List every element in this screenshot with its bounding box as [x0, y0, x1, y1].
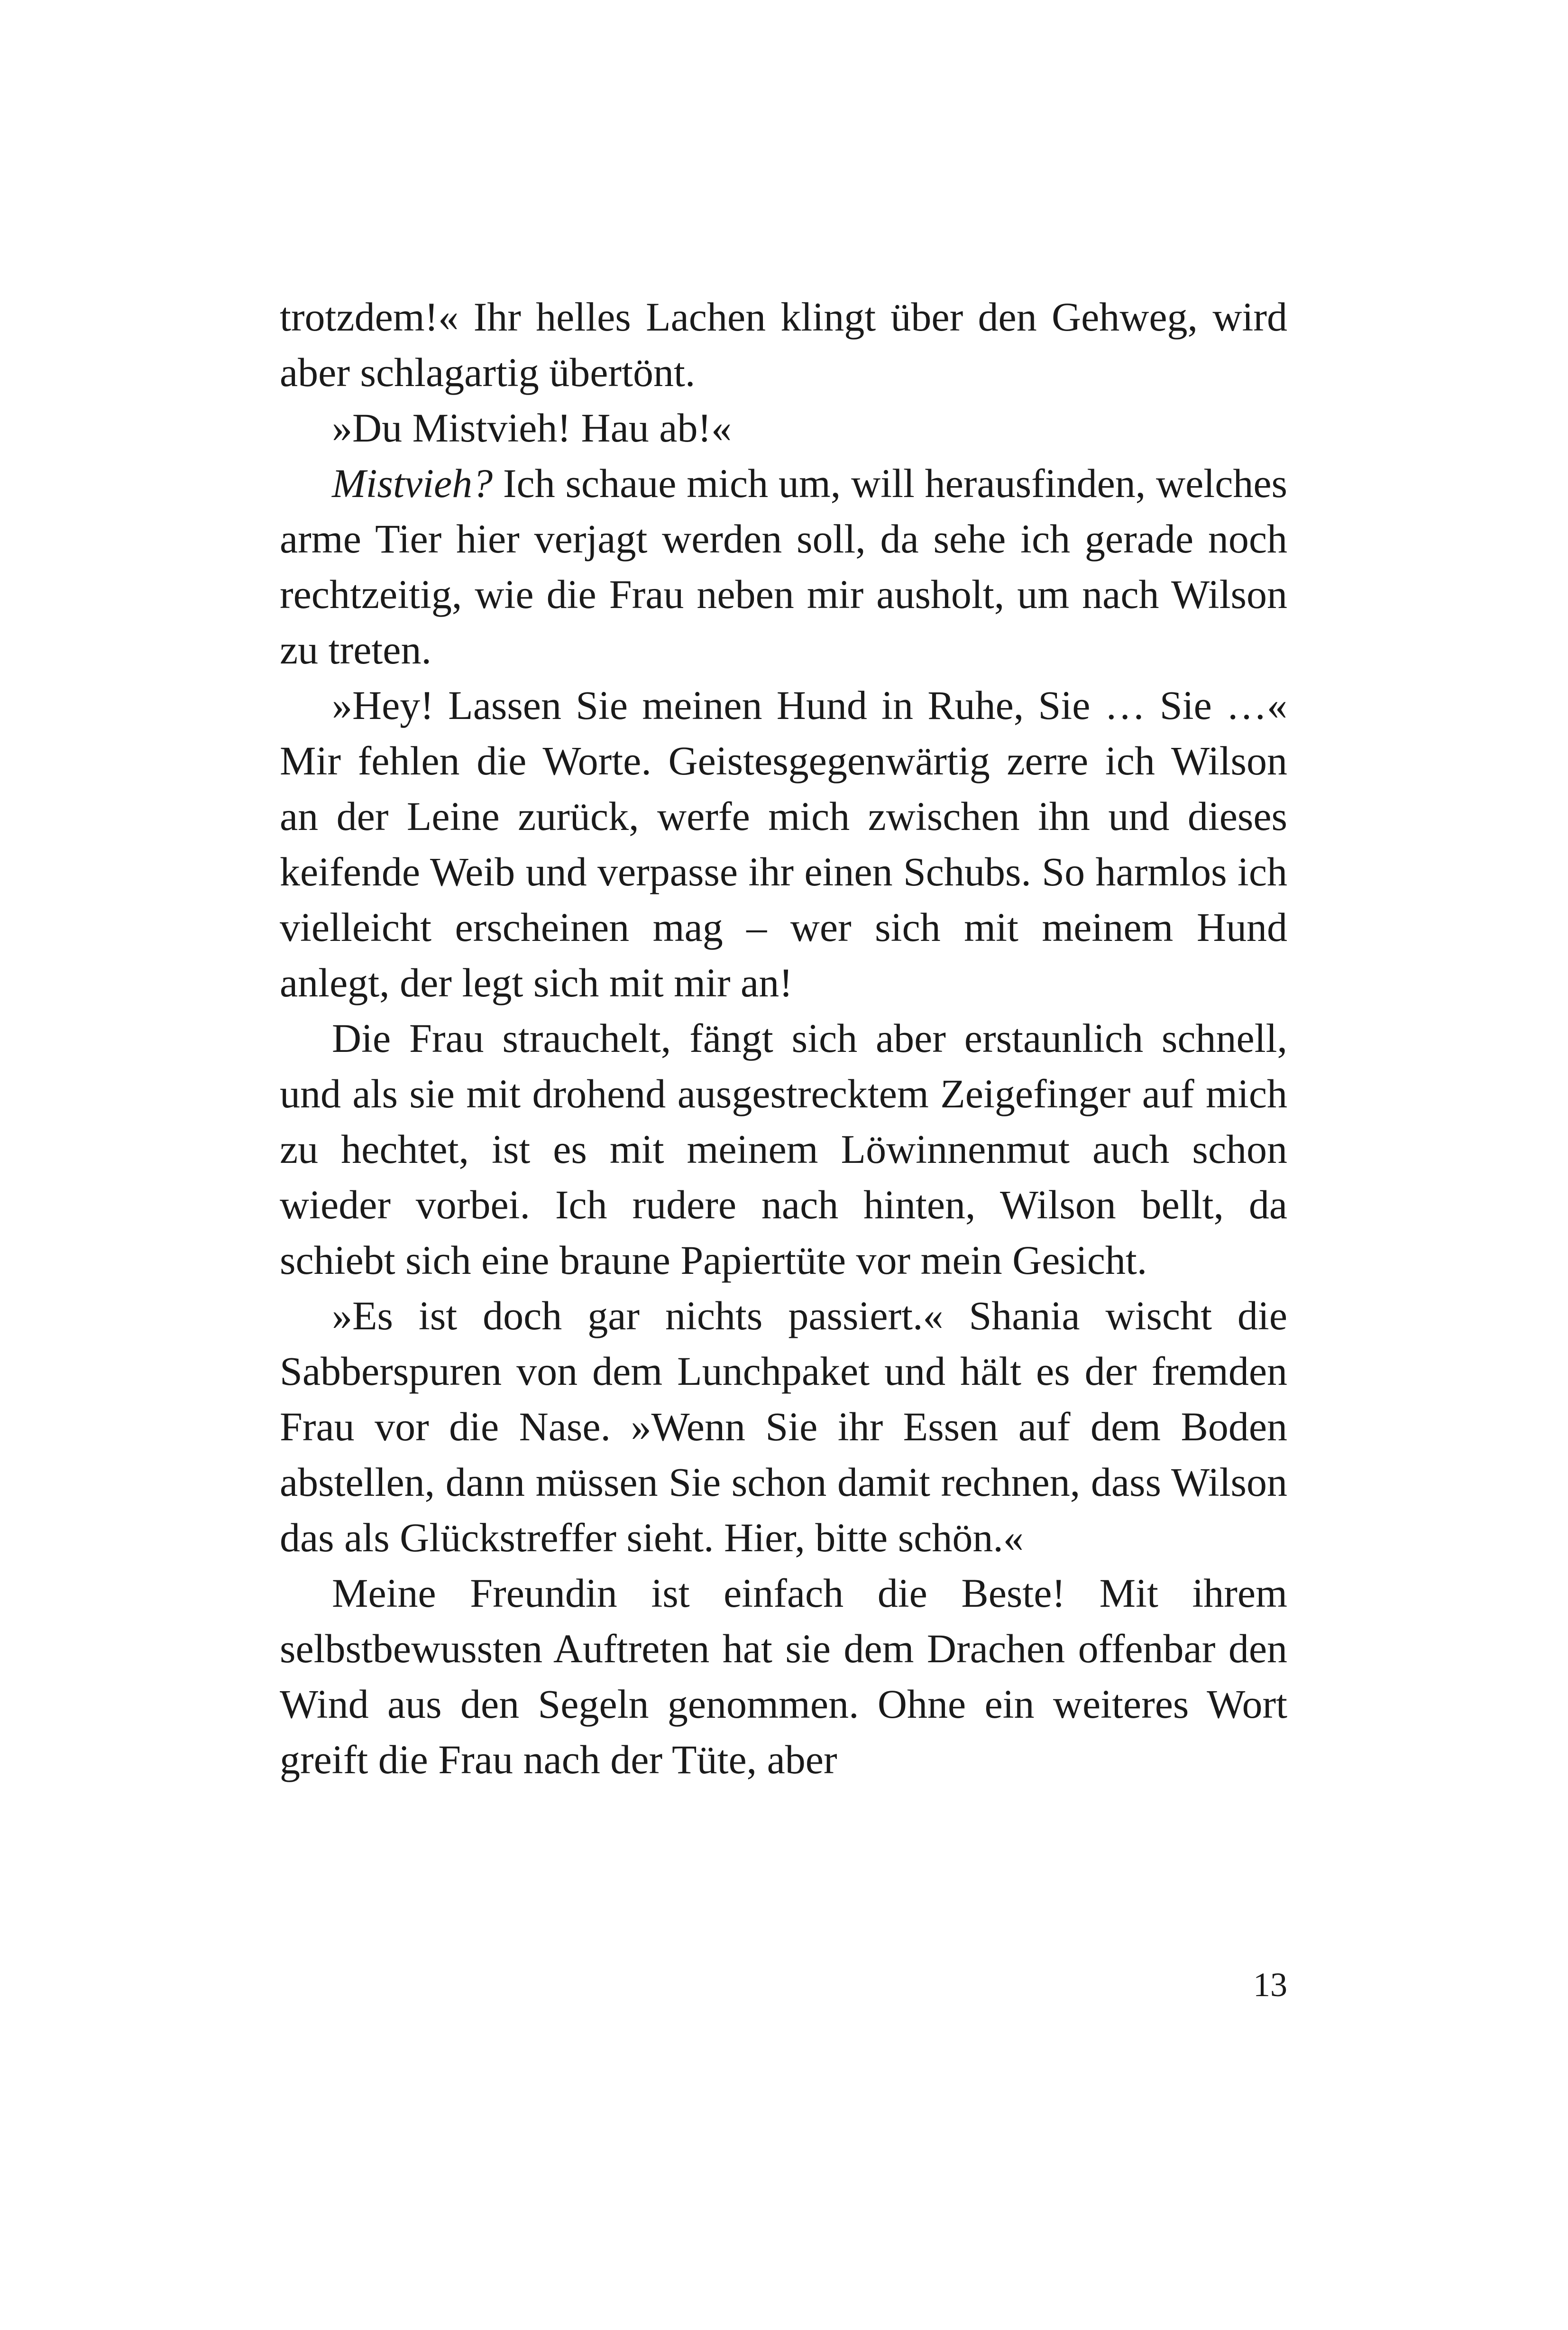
paragraph-3 [280, 456, 1287, 678]
paragraph-5: Die Frau strauchelt, fängt sich aber erstaunlich schnell, und als sie mit drohend ausgestrecktem Zeigefinger auf mich zu hechtet, ist es mit meinem Löwinnenmut auch schon wieder vorbei. Ich rudere nach hinten, Wilson bellt, da schiebt sich eine braune Papiertüte vor mein Gesicht. [280, 1015, 1287, 1283]
paragraph-6: »Es ist doch gar nichts passiert.« Shania wischt die Sabberspuren von dem Lunchpaket und hält es der fremden Frau vor die Nase. »Wenn Sie ihr Essen auf dem Boden abstellen, dann müssen Sie schon damit rechnen, dass Wilson das als Glückstreffer sieht. Hier, bitte schön.« [280, 1293, 1287, 1560]
paragraph-1: trotzdem!« Ihr helles Lachen klingt über den Gehweg, wird aber schlagartig übertönt. [280, 294, 1287, 395]
italic-word: Mistvieh? [332, 460, 493, 506]
body-text [280, 289, 1287, 1787]
paragraph-2: »Du Mistvieh! Hau ab!« [332, 405, 732, 451]
paragraph-7: Meine Freundin ist einfach die Beste! Mit ihrem selbstbewussten Auftreten hat sie dem Drachen offenbar den Wind aus den Segeln genommen. Ohne ein weiteres Wort greift die Frau nach der Tüte, aber [280, 1570, 1287, 1782]
paragraph-4: »Hey! Lassen Sie meinen Hund in Ruhe, Sie … Sie …« Mir fehlen die Worte. Geistesgegenwärtig zerre ich Wilson an der Leine zurück, werfe mich zwischen ihn und dieses keifende Weib und verpasse ihr einen Schubs. So harmlos ich vielleicht erscheinen mag – wer sich mit meinem Hund anlegt, der legt sich mit mir an! [280, 682, 1287, 1005]
paragraph-3-rest: Ich schaue mich um, will herausfinden, welches arme Tier hier verjagt werden soll, da sehe ich gerade noch rechtzeitig, wie die Frau neben mir ausholt, um nach Wilson zu treten. [280, 460, 1287, 672]
page-number: 13 [1253, 1966, 1287, 2004]
